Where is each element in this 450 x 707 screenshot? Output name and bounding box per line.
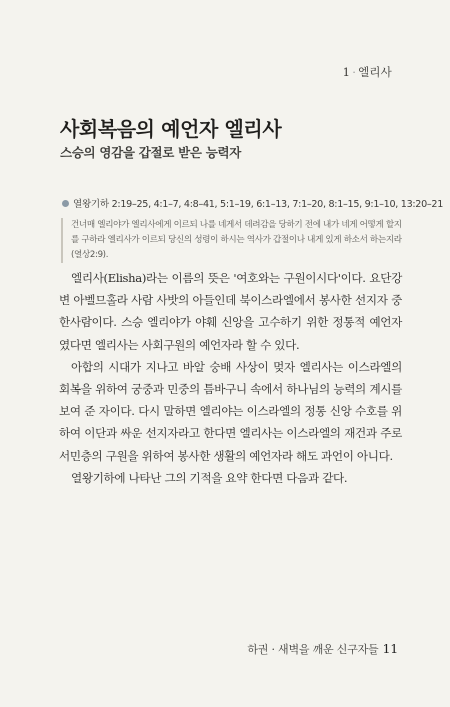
page-number: 11 — [382, 641, 398, 656]
running-head-separator: · — [352, 65, 357, 79]
paragraph: 열왕기하에 나타난 그의 기적을 요약 한다면 다음과 같다. — [71, 470, 348, 485]
scripture-quote: 건너매 엘리야가 엘리사에게 이르되 나를 네게서 데려감을 당하기 전에 내가 네게 어떻게 할지를 구하라 엘리사가 이르되 당신의 성령이 하시는 역사가 갑절이나 내게 있게 하소서 하는지라(열상2:9). — [61, 218, 409, 263]
page-footer — [247, 641, 398, 657]
chapter-number: 1 — [342, 65, 351, 79]
paragraph: 엘리사(Elisha)라는 이름의 뜻은 '여호와는 구원이시다'이다. 요단강변 아벨므홀라 사람 사밧의 아들인데 북이스라엘에서 봉사한 선지자 중 한사람이다. 스승 엘리야가 야훼 신앙을 고수하기 위한 정통적 예언자였다면 엘리사는 사회구원의 예언자라 할 수 있다. — [59, 271, 402, 352]
running-head — [343, 64, 392, 80]
paragraph: 아합의 시대가 지나고 바알 숭배 사상이 멎자 엘리사는 이스라엘의 회복을 위하여 궁중과 민중의 틈바구니 속에서 하나님의 능력의 계시를 보여 준 자이다. 다시 말하면 엘리야는 이스라엘의 정통 신앙 수호를 위하여 이단과 싸운 선지자라고 한다면 엘리사는 이스라엘의 재건과 주로 서민층의 구원을 위하여 봉사한 생활의 예언자라 해도 과언이 아니다. — [59, 359, 402, 463]
bullet-icon — [62, 200, 69, 207]
scripture-reference — [62, 196, 444, 210]
body-text — [59, 267, 402, 489]
book-title: 하권 · 새벽을 깨운 신구자들 — [247, 643, 379, 656]
scripture-reference-text: 열왕기하 2:19–25, 4:1–7, 4:8–41, 5:1–19, 6:1–13, 7:1–20, 8:1–15, 9:1–10, 13:20–21 — [73, 199, 444, 210]
chapter-title: 엘리사 — [358, 65, 392, 79]
section-title: 사회복음의 예언자 엘리사 — [60, 117, 282, 141]
section-subtitle: 스승의 영감을 갑절로 받은 능력자 — [60, 145, 242, 160]
